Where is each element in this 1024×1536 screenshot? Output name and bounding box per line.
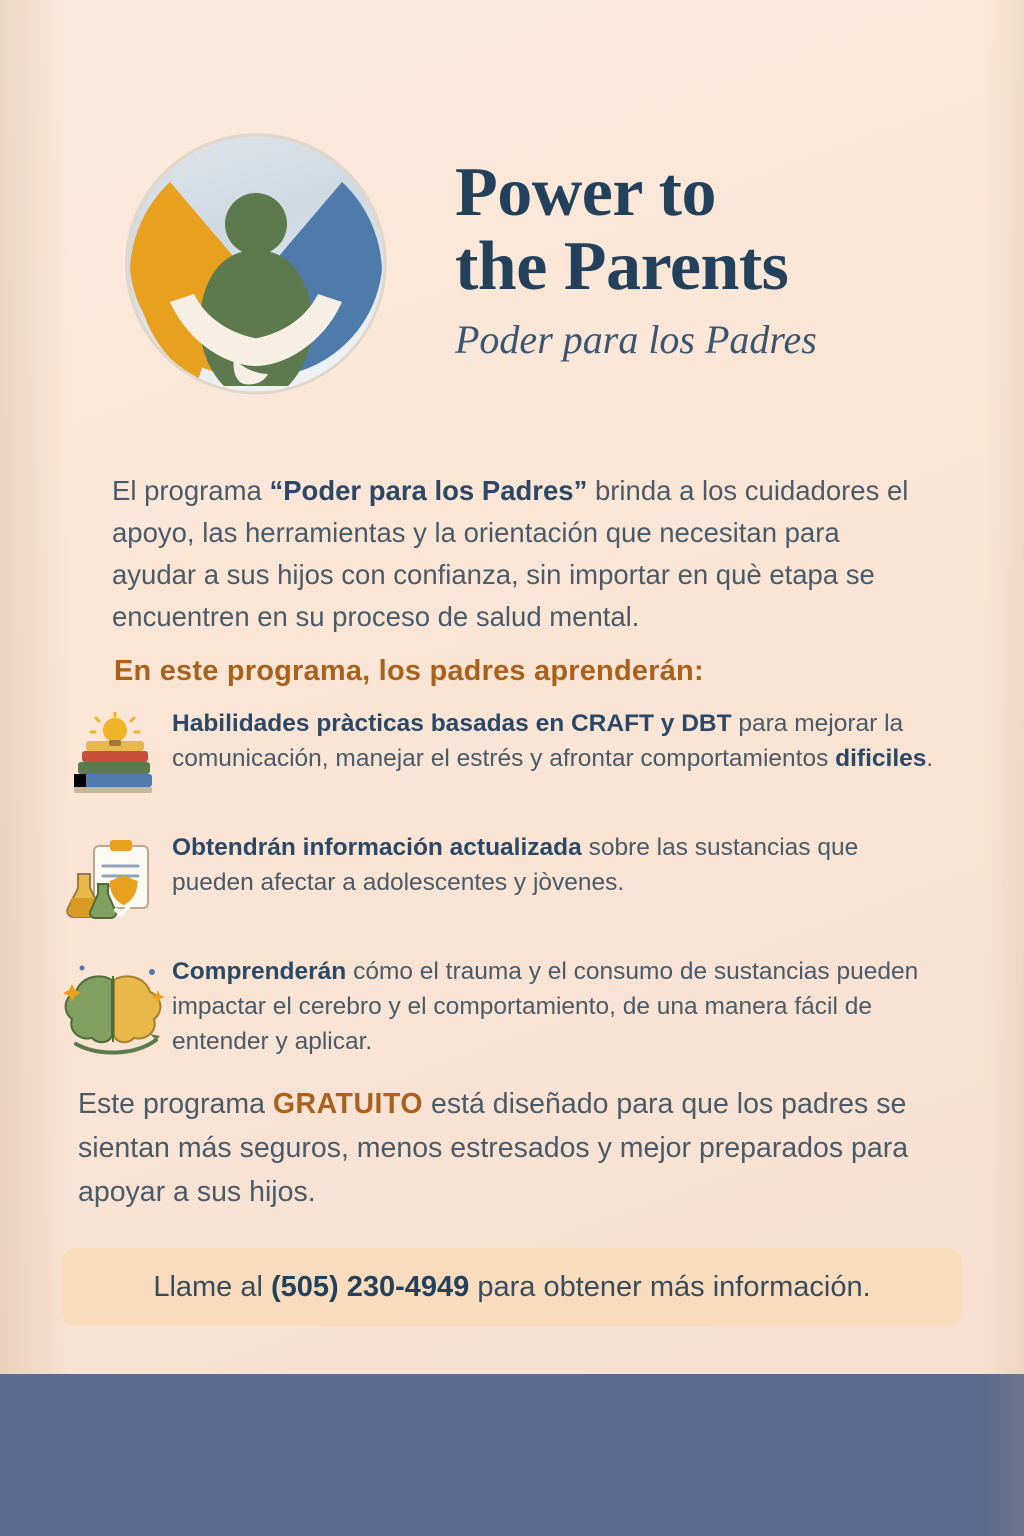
closing-before: Este programa	[78, 1088, 273, 1120]
list-item-body: sobre las sustancias que pueden afectar a adolescentes y jòvenes.	[172, 834, 859, 896]
call-before: Llame al	[153, 1270, 271, 1303]
free-highlight: GRATUITO	[272, 1088, 424, 1120]
list-item	[60, 954, 960, 1059]
list-item-bold-end: dificiles	[835, 745, 927, 772]
title-line-2: the Parents	[455, 228, 789, 305]
power-to-the-parents-logo	[122, 130, 390, 398]
list-item-text	[172, 706, 960, 776]
list-item-text	[172, 830, 960, 900]
list-item-body: para mejorar la comunicación, manejar el estrés y afrontar comportamientos	[172, 710, 904, 772]
title-line-1: Power to	[455, 154, 716, 231]
clipboard-flask-shield-icon	[60, 836, 172, 932]
intro-paragraph	[112, 470, 912, 638]
bottom-bar	[0, 1374, 1024, 1536]
list-item-bold: Habilidades pràcticas basadas en CRAFT y DBT	[172, 710, 732, 737]
title-subtitle: Poder para los Padres	[455, 317, 817, 362]
closing-paragraph	[78, 1082, 958, 1214]
intro-before: El programa	[112, 475, 270, 506]
section-heading: En este programa, los padres aprenderán:	[114, 655, 704, 687]
list-item-bold: Comprenderán	[172, 958, 347, 985]
poster-header	[0, 118, 1024, 428]
list-item	[60, 706, 960, 808]
books-lightbulb-icon	[60, 712, 172, 808]
learning-points-list	[60, 706, 960, 1081]
intro-program-name: “Poder para los Padres”	[269, 475, 588, 506]
list-item-bold: Obtendrán información actualizada	[172, 834, 582, 861]
title-block	[455, 156, 975, 364]
brain-arrows-icon	[60, 960, 172, 1056]
call-to-action-text	[153, 1271, 870, 1304]
list-item-body: cómo el trauma y el consumo de sustancias pueden impactar el cerebro y el comportamiento, de una manera fácil de entender y aplicar.	[172, 958, 919, 1055]
call-to-action-banner	[62, 1248, 962, 1326]
call-after: para obtener más información.	[469, 1270, 871, 1303]
list-item-text	[172, 954, 960, 1059]
phone-number[interactable]: (505) 230-4949	[270, 1270, 470, 1303]
list-item	[60, 830, 960, 932]
intro-after: brinda a los cuidadores el apoyo, las herramientas y la orientación que necesitan para ayudar a sus hijos con confianza, sin importar en què etapa se encuentren en su proceso de salud mental.	[112, 475, 909, 632]
list-item-tail: .	[926, 745, 934, 772]
closing-after: está diseñado para que los padres se sientan más seguros, menos estresados y mejor preparados para apoyar a sus hijos.	[78, 1088, 909, 1208]
